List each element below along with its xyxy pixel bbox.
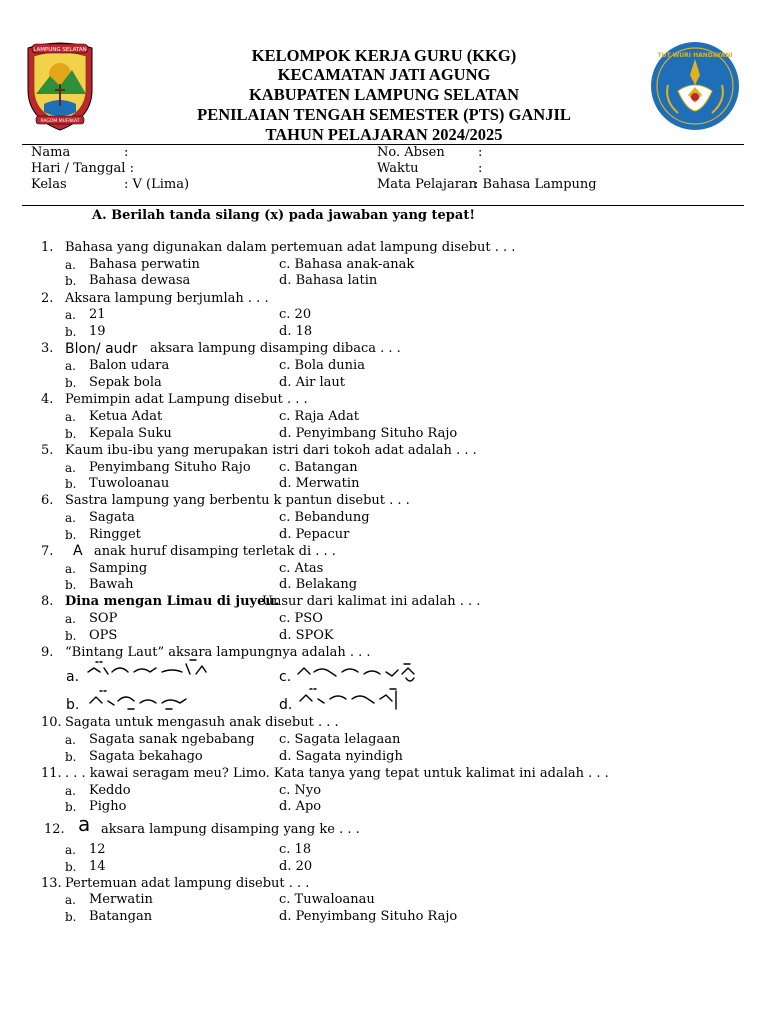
question-text: Pemimpin adat Lampung disebut . . .	[65, 392, 308, 407]
option-b-letter: b.	[65, 750, 77, 764]
option-c[interactable]: c. Raja Adat	[279, 409, 359, 424]
option-d[interactable]: d. Bahasa latin	[279, 273, 378, 288]
option-b-letter: b.	[65, 910, 77, 924]
nama-label: Nama	[31, 145, 71, 160]
option-b-letter: b.	[65, 528, 77, 542]
option-c[interactable]: c. Tuwaloanau	[279, 892, 375, 907]
option-b[interactable]: OPS	[89, 628, 118, 643]
nama-colon: :	[124, 145, 129, 160]
question-text: “Bintang Laut” aksara lampungnya adalah . . .	[65, 645, 371, 660]
question-text: Bahasa yang digunakan dalam pertemuan adat lampung disebut . . .	[65, 240, 516, 255]
option-a-letter: a.	[65, 612, 76, 626]
aksara-lead-glyph: A	[73, 543, 83, 559]
option-d[interactable]: d. Penyimbang Situho Rajo	[279, 909, 458, 924]
aksara-option-c-graphic	[296, 662, 418, 684]
option-a-letter: a.	[65, 308, 76, 322]
header-line-kkg: KELOMPOK KERJA GURU (KKG)	[251, 46, 517, 65]
mapel-value: : Bahasa Lampung	[474, 177, 597, 192]
option-b[interactable]: Pigho	[89, 799, 127, 814]
option-a-letter: a.	[65, 410, 76, 424]
option-b[interactable]: Batangan	[89, 909, 153, 924]
option-c[interactable]: c. PSO	[279, 611, 323, 626]
aksara-option-d-graphic	[298, 687, 406, 713]
option-a[interactable]: 21	[89, 307, 106, 322]
option-a-letter: a.	[65, 562, 76, 576]
option-a-letter: a.	[66, 669, 80, 685]
option-d[interactable]: d. Belakang	[279, 577, 358, 592]
option-b-letter: b.	[65, 629, 77, 643]
option-a-letter: a.	[65, 733, 76, 747]
option-b[interactable]: 19	[89, 324, 106, 339]
question-number: 8.	[41, 594, 54, 609]
option-b[interactable]: Sagata bekahago	[89, 749, 203, 764]
waktu-colon: :	[478, 161, 483, 176]
question-number: 13.	[41, 876, 62, 891]
option-b[interactable]: Bawah	[89, 577, 134, 592]
left-logo-bottom-text: RAGOM MUFAKAT	[40, 119, 80, 124]
option-c[interactable]: c. Atas	[279, 561, 324, 576]
option-a-letter: a.	[65, 258, 76, 272]
header-line-kabupaten: KABUPATEN LAMPUNG SELATAN	[248, 85, 520, 104]
question-number: 11.	[41, 766, 62, 781]
header-line-year: TAHUN PELAJARAN 2024/2025	[265, 125, 503, 144]
option-b-letter: b.	[65, 578, 77, 592]
option-a[interactable]: SOP	[89, 611, 118, 626]
option-c[interactable]: c. Bahasa anak-anak	[279, 257, 415, 272]
question-number: 10.	[41, 715, 62, 730]
aksara-lead-glyph: a	[78, 812, 91, 836]
question-number: 5.	[41, 443, 54, 458]
option-a[interactable]: Penyimbang Situho Rajo	[89, 460, 251, 475]
option-a[interactable]: Bahasa perwatin	[89, 257, 200, 272]
option-a-letter: a.	[65, 511, 76, 525]
option-c[interactable]: c. Bebandung	[279, 510, 370, 525]
aksara-option-a-graphic	[86, 658, 212, 682]
aksara-lead-glyph: Blon/ audr	[65, 341, 138, 357]
hari-tanggal-label: Hari / Tanggal :	[31, 161, 134, 176]
option-a[interactable]: Keddo	[89, 783, 131, 798]
option-b[interactable]: Bahasa dewasa	[89, 273, 191, 288]
absen-colon: :	[478, 145, 483, 160]
option-b-letter: b.	[65, 860, 77, 874]
question-number: 3.	[41, 341, 54, 356]
option-b-letter: b.	[65, 325, 77, 339]
identity-divider	[22, 205, 744, 206]
option-a-letter: a.	[65, 784, 76, 798]
option-c[interactable]: c. 18	[279, 842, 312, 857]
option-c[interactable]: c. Bola dunia	[279, 358, 365, 373]
question-text: Sagata untuk mengasuh anak disebut . . .	[65, 715, 339, 730]
question-text: aksara lampung disamping dibaca . . .	[150, 341, 401, 356]
option-b-letter: b.	[65, 800, 77, 814]
section-a-instruction: A. Berilah tanda silang (x) pada jawaban yang tepat!	[92, 208, 476, 223]
option-a-letter: a.	[65, 843, 76, 857]
option-a[interactable]: Sagata	[89, 510, 135, 525]
option-a[interactable]: Samping	[89, 561, 148, 576]
question-text: Aksara lampung berjumlah . . .	[65, 291, 269, 306]
option-d[interactable]: d. Penyimbang Situho Rajo	[279, 426, 458, 441]
aksara-option-b-graphic	[88, 689, 192, 713]
option-c[interactable]: c. Batangan	[279, 460, 358, 475]
option-c[interactable]: c. 20	[279, 307, 312, 322]
option-d-letter: d.	[279, 697, 293, 713]
question-text: Sastra lampung yang berbentu k pantun disebut . . .	[65, 493, 410, 508]
option-d[interactable]: d. Apo	[279, 799, 322, 814]
option-a[interactable]: 12	[89, 842, 106, 857]
option-a-letter: a.	[65, 359, 76, 373]
option-b[interactable]: Tuwoloanau	[89, 476, 170, 491]
question-number: 12.	[44, 822, 65, 837]
absen-label: No. Absen	[377, 145, 445, 160]
option-b[interactable]: Sepak bola	[89, 375, 162, 390]
question-number: 6.	[41, 493, 54, 508]
option-a[interactable]: Ketua Adat	[89, 409, 163, 424]
question-number: 4.	[41, 392, 54, 407]
question-number: 7.	[41, 544, 54, 559]
option-b-letter: b.	[65, 477, 77, 491]
option-d[interactable]: d. Sagata nyindigh	[279, 749, 403, 764]
left-logo-top-text: LAMPUNG SELATAN	[33, 47, 87, 53]
option-c[interactable]: c. Nyo	[279, 783, 322, 798]
option-d[interactable]: d. Air laut	[279, 375, 345, 390]
kelas-label: Kelas	[31, 177, 67, 192]
option-b[interactable]: Kepala Suku	[89, 426, 172, 441]
option-a-letter: a.	[65, 461, 76, 475]
header-line-kecamatan: KECAMATAN JATI AGUNG	[277, 65, 491, 84]
mapel-label: Mata Pelajaran	[377, 177, 478, 192]
question-text: . . . kawai seragam meu? Limo. Kata tanya yang tepat untuk kalimat ini adalah . . .	[65, 766, 609, 781]
option-d[interactable]: d. SPOK	[279, 628, 334, 643]
option-d[interactable]: d. Merwatin	[279, 476, 360, 491]
option-c[interactable]: c. Sagata lelagaan	[279, 732, 401, 747]
question-text: aksara lampung disamping yang ke . . .	[101, 822, 360, 837]
question-text: Unsur dari kalimat ini adalah . . .	[262, 594, 481, 609]
right-logo-text: TUT WURI HANDAYANI	[657, 52, 733, 59]
option-d[interactable]: d. 20	[279, 859, 313, 874]
question-number: 9.	[41, 645, 54, 660]
waktu-label: Waktu	[377, 161, 419, 176]
option-a[interactable]: Merwatin	[89, 892, 153, 907]
option-a[interactable]: Balon udara	[89, 358, 170, 373]
option-b-letter: b.	[66, 697, 80, 713]
option-d[interactable]: d. Pepacur	[279, 527, 350, 542]
option-b[interactable]: 14	[89, 859, 106, 874]
question-number: 2.	[41, 291, 54, 306]
question-text: anak huruf disamping terletak di . . .	[94, 544, 336, 559]
option-a-letter: a.	[65, 893, 76, 907]
question-text: Pertemuan adat lampung disebut . . .	[65, 876, 310, 891]
option-d[interactable]: d. 18	[279, 324, 313, 339]
kelas-value: : V (Lima)	[124, 177, 190, 192]
option-b-letter: b.	[65, 376, 77, 390]
question-number: 1.	[41, 240, 54, 255]
header-line-exam: PENILAIAN TENGAH SEMESTER (PTS) GANJIL	[197, 105, 571, 124]
option-a[interactable]: Sagata sanak ngebabang	[89, 732, 255, 747]
option-c-letter: c.	[279, 669, 292, 685]
option-b-letter: b.	[65, 427, 77, 441]
bold-sentence: Dina mengan Limau di juyeu.	[65, 594, 280, 609]
option-b-letter: b.	[65, 274, 77, 288]
option-b[interactable]: Ringget	[89, 527, 141, 542]
question-text: Kaum ibu-ibu yang merupakan istri dari tokoh adat adalah . . .	[65, 443, 477, 458]
